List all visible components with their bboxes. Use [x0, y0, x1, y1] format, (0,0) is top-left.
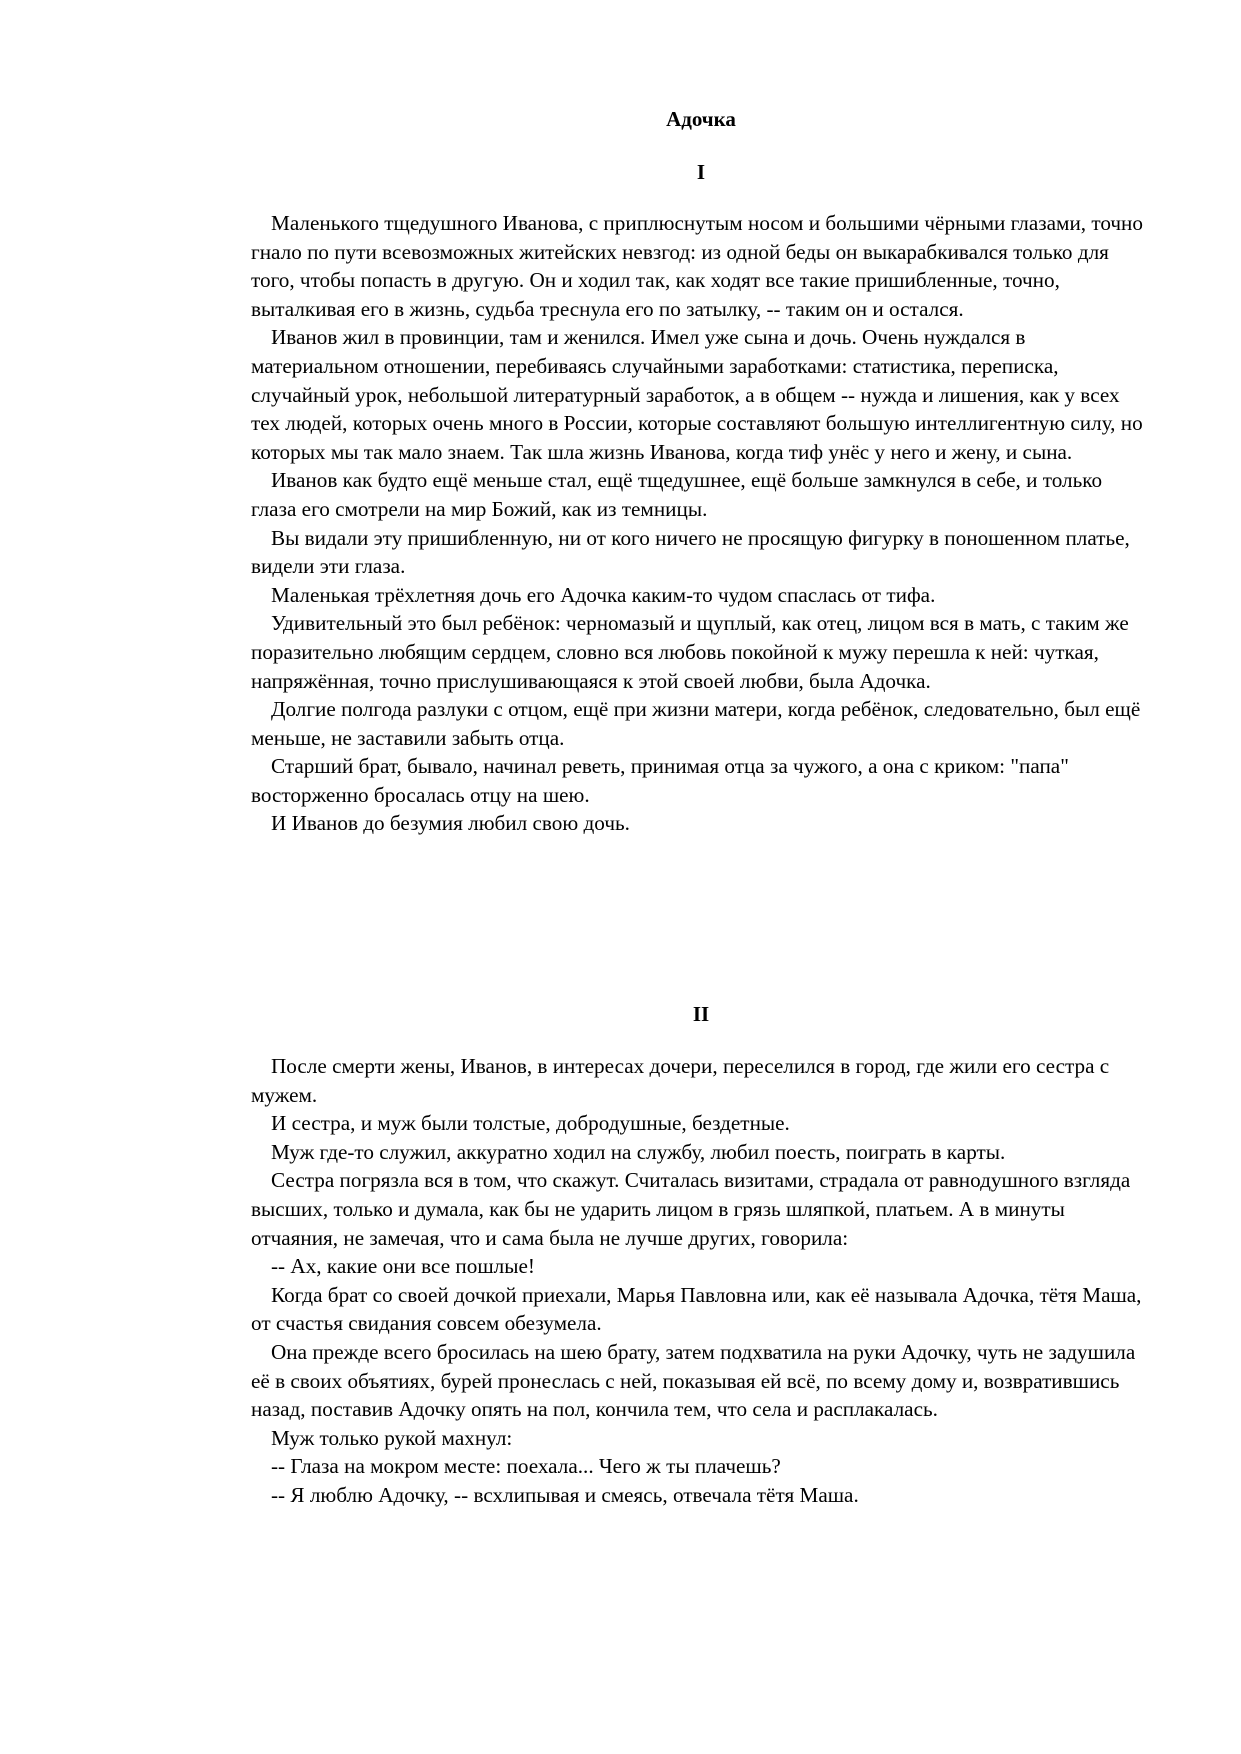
document-title: Адочка [666, 107, 736, 131]
paragraph: -- Ах, какие они все пошлые! [271, 1254, 535, 1279]
paragraph: Муж где-то служил, аккуратно ходил на службу, любил поесть, поиграть в карты. [271, 1139, 1006, 1164]
paragraph: После смерти жены, Иванов, в интересах дочери, переселился в город, где жили его сестра с мужем. [251, 1054, 1110, 1107]
section-heading-2: II [692, 1002, 710, 1026]
paragraph: И Иванов до безумия любил свою дочь. [271, 811, 630, 836]
section-heading-1: I [696, 160, 706, 184]
paragraph: Когда брат со своей дочкой приехали, Марья Павловна или, как её называла Адочка, тётя Маша, от счастья свидания совсем обезумела. [251, 1282, 1142, 1336]
paragraph: Маленького тщедушного Иванова, с приплюснутым носом и большими чёрными глазами, точно гнало по пути всевозможных житейских невзгод: из одной беды он выкарабкивался только для того, чтобы попасть в другую. Он и ходил так, как ходят все такие пришибленные, точно, выталкивая его в жизнь, судьба треснула его по затылку, -- таким он и остался. [251, 211, 1143, 321]
paragraph: Удивительный это был ребёнок: черномазый и щуплый, как отец, лицом вся в мать, с таким же поразительно любящим сердцем, словно вся любовь покойной к мужу перешла к ней: чуткая, напряжённая, точно прислушивающаяся к этой своей любви, была Адочка. [251, 611, 1129, 693]
paragraph: Вы видали эту пришибленную, ни от кого ничего не просящую фигурку в поношенном платье, видели эти глаза. [251, 525, 1130, 579]
paragraph: Старший брат, бывало, начинал реветь, принимая отца за чужого, а она с криком: "папа" восторженно бросалась отцу на шею. [251, 754, 1069, 807]
paragraph: -- Я люблю Адочку, -- всхлипывая и смеясь, отвечала тётя Маша. [271, 1482, 859, 1507]
paragraph: Иванов как будто ещё меньше стал, ещё тщедушнее, ещё больше замкнулся в себе, и только глаза его смотрели на мир Божий, как из темницы. [251, 468, 1103, 521]
section-1-body [251, 209, 1151, 838]
paragraph: Муж только рукой махнул: [271, 1425, 513, 1450]
paragraph: Долгие полгода разлуки с отцом, ещё при жизни матери, когда ребёнок, следовательно, был ещё меньше, не заставили забыть отца. [251, 697, 1141, 750]
paragraph: -- Глаза на мокром месте: поехала... Чего ж ты плачешь? [271, 1454, 781, 1479]
paragraph: Сестра погрязла вся в том, что скажут. Считалась визитами, страдала от равнодушного взгляда высших, только и думала, как бы не ударить лицом в грязь шляпкой, платьем. А в минуты отчаяния, не замечая, что и сама была не лучше других, говорила: [251, 1168, 1131, 1250]
paragraph: Иванов жил в провинции, там и женился. Имел уже сына и дочь. Очень нуждался в материальном отношении, перебиваясь случайными заработками: статистика, переписка, случайный урок, небольшой литературный заработок, а в общем -- нужда и лишения, как у всех тех людей, которых очень много в России, которые составляют большую интеллигентную силу, но которых мы так мало знаем. Так шла жизнь Иванова, когда тиф унёс у него и жену, и сына. [251, 325, 1143, 464]
section-2-body [251, 1052, 1151, 1510]
paragraph: Маленькая трёхлетняя дочь его Адочка каким-то чудом спаслась от тифа. [271, 582, 936, 607]
paragraph: И сестра, и муж были толстые, добродушные, бездетные. [271, 1111, 790, 1136]
paragraph: Она прежде всего бросилась на шею брату, затем подхватила на руки Адочку, чуть не задушила её в своих объятиях, бурей пронеслась с ней, показывая ей всё, по всему дому и, возвратившись назад, поставив Адочку опять на пол, кончила тем, что села и расплакалась. [251, 1339, 1136, 1422]
